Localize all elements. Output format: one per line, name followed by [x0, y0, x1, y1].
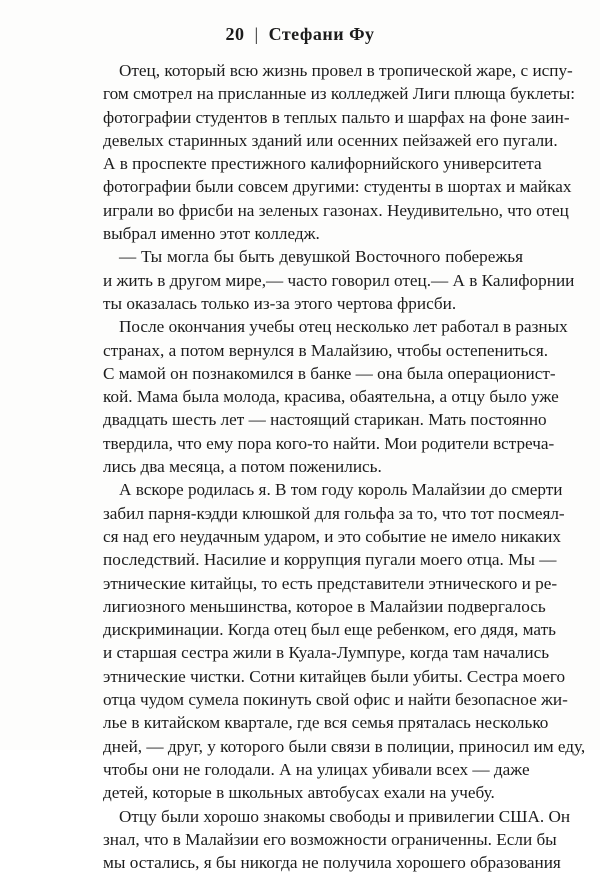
text-line: ты оказалась только из-за этого чертова фрисби.: [103, 292, 523, 315]
text-line: и старшая сестра жили в Куала-Лумпуре, когда там начались: [103, 641, 523, 664]
text-line: и жить в другом мире,— часто говорил отец.— А в Калифорнии: [103, 269, 523, 292]
text-line: двадцать шесть лет — настоящий старикан. Мать постоянно: [103, 408, 523, 431]
text-line: ся над его неудачным ударом, и это событие не имело никаких: [103, 525, 523, 548]
text-line: играли во фрисби на зеленых газонах. Неудивительно, что отец: [103, 199, 523, 222]
text-line: — Ты могла бы быть девушкой Восточного побережья: [103, 245, 523, 268]
text-line: фотографии студентов в теплых пальто и шарфах на фоне заин-: [103, 106, 523, 129]
author-name: Стефани Фу: [269, 24, 375, 44]
paragraph: [103, 315, 523, 478]
text-line: кой. Мама была молода, красива, обаятельна, а отцу было уже: [103, 385, 523, 408]
text-line: лигиозного меньшинства, которое в Малайзии подвергалось: [103, 595, 523, 618]
text-line: лись два месяца, а потом поженились.: [103, 455, 523, 478]
text-line: Отцу были хорошо знакомы свободы и привилегии США. Он: [103, 805, 523, 828]
header-separator: |: [254, 24, 258, 44]
text-line: дней, — друг, у которого были связи в полиции, приносил им еду,: [103, 735, 523, 758]
text-line: лье в китайском квартале, где вся семья пряталась несколько: [103, 711, 523, 734]
text-line: мы остались, я бы никогда не получила хорошего образования: [103, 851, 523, 874]
text-line: дискриминации. Когда отец был еще ребенком, его дядя, мать: [103, 618, 523, 641]
paragraph: [103, 805, 523, 874]
text-line: знал, что в Малайзии его возможности ограниченны. Если бы: [103, 828, 523, 851]
paragraph: [103, 245, 523, 315]
text-line: фотографии были совсем другими: студенты в шортах и майках: [103, 175, 523, 198]
text-line: Отец, который всю жизнь провел в тропической жаре, с испу-: [103, 59, 523, 82]
paragraph: [103, 478, 523, 804]
text-line: С мамой он познакомился в банке — она была операционист-: [103, 362, 523, 385]
text-line: этнические китайцы, то есть представители этнического и ре-: [103, 572, 523, 595]
body-text: [103, 59, 523, 874]
text-line: детей, которые в школьных автобусах ехали на учебу.: [103, 781, 523, 804]
text-line: девелых старинных зданий или осенних пейзажей его пугали.: [103, 129, 523, 152]
text-line: гом смотрел на присланные из колледжей Лиги плюща буклеты:: [103, 82, 523, 105]
text-line: забил парня-кэдди клюшкой для гольфа за то, что тот посмеял-: [103, 502, 523, 525]
text-line: А в проспекте престижного калифорнийского университета: [103, 152, 523, 175]
text-line: После окончания учебы отец несколько лет работал в разных: [103, 315, 523, 338]
text-line: выбрал именно этот колледж.: [103, 222, 523, 245]
text-line: последствий. Насилие и коррупция пугали моего отца. Мы —: [103, 548, 523, 571]
text-line: странах, а потом вернулся в Малайзию, чтобы остепениться.: [103, 339, 523, 362]
text-line: этнические чистки. Сотни китайцев были убиты. Сестра моего: [103, 665, 523, 688]
page-number: 20: [225, 24, 244, 44]
text-line: твердила, что ему пора кого-то найти. Мои родители встреча-: [103, 432, 523, 455]
running-head: [0, 22, 600, 46]
text-line: А вскоре родилась я. В том году король Малайзии до смерти: [103, 478, 523, 501]
text-line: чтобы они не голодали. А на улицах убивали всех — даже: [103, 758, 523, 781]
paragraph: [103, 59, 523, 245]
text-line: отца чудом сумела покинуть свой офис и найти безопасное жи-: [103, 688, 523, 711]
